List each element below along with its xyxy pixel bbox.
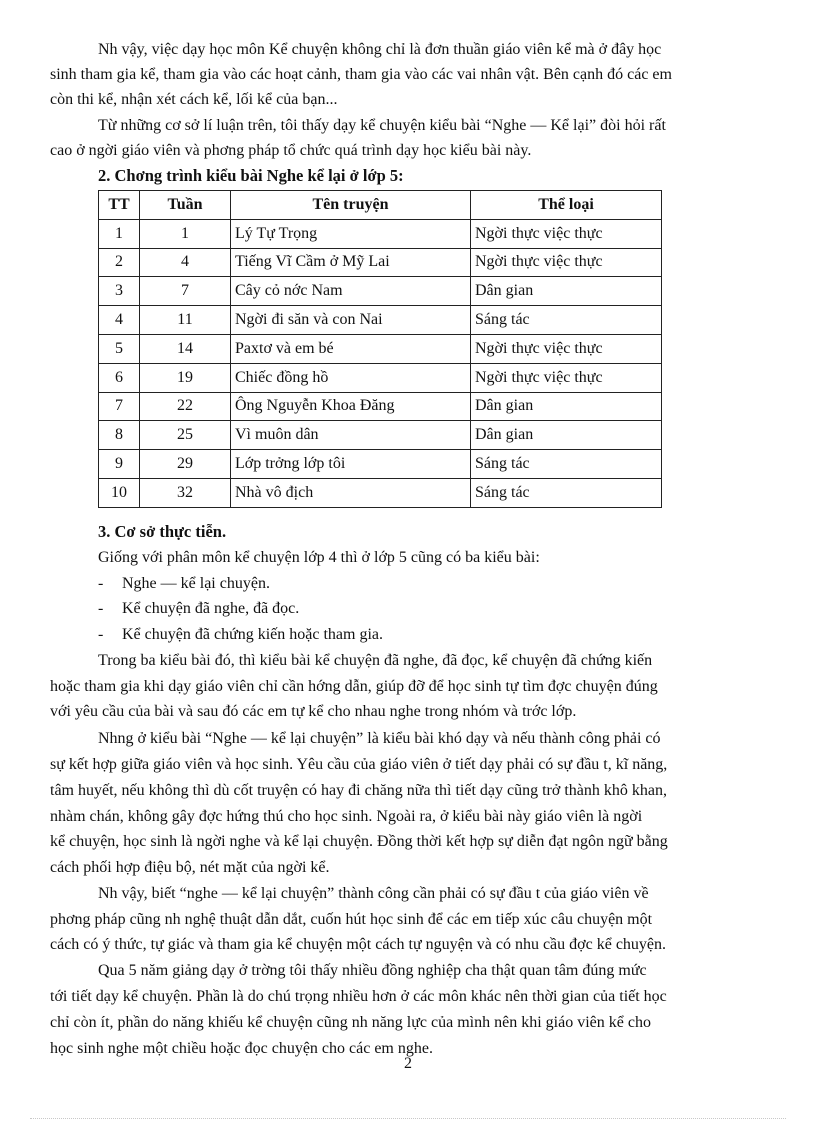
bullet-dash: - [98, 600, 104, 617]
paragraph3-line: với yêu cầu của bài và sau đó các em tự kể cho nhau nghe trong nhóm và trớc lớp. [50, 703, 577, 720]
paragraph4-line: sự kết hợp giữa giáo viên và học sinh. Yêu cầu của giáo viên ở tiết dạy phải có sự đầu t, kĩ năng, [50, 756, 668, 773]
paragraph4-line: nhàm chán, không gây đợc hứng thú cho học sinh. Ngoài ra, ở kiểu bài này giáo viên là ngời [50, 808, 643, 825]
table-row [99, 248, 662, 277]
paragraph3-line: Trong ba kiểu bài đó, thì kiểu bài kể chuyện đã nghe, đã đọc, kể chuyện đã chứng kiến [98, 652, 653, 669]
paragraph6-line: tới tiết dạy kể chuyện. Phần là do chú trọng nhiều hơn ở các môn khác nên thời gian của tiết học [50, 988, 667, 1005]
bullet-text: Kể chuyện đã chứng kiến hoặc tham gia. [122, 626, 384, 643]
paragraph5-line: cách có ý thức, tự giác và tham gia kể chuyện một cách tự nguyện và có nhu cầu đợc kể chuyện. [50, 936, 667, 953]
footer-divider [30, 1118, 786, 1119]
cell-ten-truyen: Vì muôn dân [231, 421, 471, 450]
cell-tuan: 14 [140, 334, 231, 363]
cell-ten-truyen: Ngời đi săn và con Nai [231, 306, 471, 335]
table-row [99, 334, 662, 363]
table-row [99, 421, 662, 450]
cell-tt: 7 [99, 392, 140, 421]
table-header-row [99, 191, 662, 220]
section3-heading: 3. Cơ sở thực tiễn. [98, 522, 227, 541]
table-row [99, 219, 662, 248]
page-number: 2 [404, 1055, 412, 1072]
bullet-text: Nghe — kể lại chuyện. [122, 575, 270, 592]
table-row [99, 277, 662, 306]
paragraph4-line: Nhng ở kiểu bài “Nghe — kể lại chuyện” là kiểu bài khó dạy và nếu thành công phải có [98, 730, 661, 747]
header-the-loai: Thể loại [471, 191, 662, 220]
bullet-item [98, 572, 816, 596]
bullet-dash: - [98, 575, 104, 592]
cell-tt: 6 [99, 363, 140, 392]
cell-ten-truyen: Nhà vô địch [231, 478, 471, 507]
cell-tt: 8 [99, 421, 140, 450]
table-row [99, 478, 662, 507]
header-ten-truyen: Tên truyện [231, 191, 471, 220]
paragraph1-line: Nh vậy, việc dạy học môn Kể chuyện không chỉ là đơn thuần giáo viên kể mà ở đây học [98, 41, 662, 58]
paragraph1-line: còn thi kể, nhận xét cách kể, lối kể của bạn... [50, 91, 338, 108]
table-row [99, 363, 662, 392]
cell-the-loai: Sáng tác [471, 450, 662, 479]
cell-tuan: 25 [140, 421, 231, 450]
paragraph5-line: phơng pháp cũng nh nghệ thuật dẫn dắt, cuốn hút học sinh để các em tiếp xúc câu chuyện một [50, 911, 653, 928]
stories-table [98, 190, 662, 508]
table-row [99, 392, 662, 421]
cell-ten-truyen: Chiếc đồng hồ [231, 363, 471, 392]
cell-tuan: 1 [140, 219, 231, 248]
table-row [99, 450, 662, 479]
cell-the-loai: Dân gian [471, 277, 662, 306]
paragraph2-line: Từ những cơ sở lí luận trên, tôi thấy dạy kể chuyện kiểu bài “Nghe — Kể lại” đòi hỏi rất [98, 117, 666, 134]
cell-the-loai: Ngời thực việc thực [471, 334, 662, 363]
cell-tuan: 32 [140, 478, 231, 507]
table-row [99, 306, 662, 335]
cell-tuan: 7 [140, 277, 231, 306]
cell-tt: 3 [99, 277, 140, 306]
header-tuan: Tuần [140, 191, 231, 220]
bullet-dash: - [98, 626, 104, 643]
cell-ten-truyen: Lớp trởng lớp tôi [231, 450, 471, 479]
bullet-text: Kể chuyện đã nghe, đã đọc. [122, 600, 300, 617]
cell-the-loai: Ngời thực việc thực [471, 219, 662, 248]
paragraph4-line: cách phối hợp điệu bộ, nét mặt của ngời kể. [50, 859, 330, 876]
cell-ten-truyen: Paxtơ và em bé [231, 334, 471, 363]
bullet-item [98, 597, 816, 621]
paragraph1-line: sinh tham gia kể, tham gia vào các hoạt cảnh, tham gia vào các vai nhân vật. Bên cạnh đó các em [50, 66, 672, 83]
paragraph4-line: tâm huyết, nếu không thì dù cốt truyện có hay đi chăng nữa thì tiết dạy cũng trở thành khô khan, [50, 782, 667, 799]
paragraph6-line: Qua 5 năm giảng dạy ở trờng tôi thấy nhiều đồng nghiệp cha thật quan tâm đúng mức [98, 962, 647, 979]
cell-ten-truyen: Cây cỏ nớc Nam [231, 277, 471, 306]
header-tt: TT [99, 191, 140, 220]
bullet-item [98, 623, 816, 647]
cell-ten-truyen: Ông Nguyễn Khoa Đăng [231, 392, 471, 421]
cell-tt: 10 [99, 478, 140, 507]
paragraph5-line: Nh vậy, biết “nghe — kể lại chuyện” thành công cần phải có sự đầu t của giáo viên về [98, 885, 649, 902]
paragraph6-line: chỉ còn ít, phần do năng khiếu kể chuyện cũng nh năng lực của mình nên khi giáo viên kể cho [50, 1014, 651, 1031]
cell-tuan: 4 [140, 248, 231, 277]
paragraph4-line: kể chuyện, học sinh là ngời nghe và kể lại chuyện. Đồng thời kết hợp sự diễn đạt ngôn ngữ bằng [50, 833, 668, 850]
cell-the-loai: Sáng tác [471, 478, 662, 507]
cell-the-loai: Dân gian [471, 421, 662, 450]
section3-intro: Giống với phân môn kể chuyện lớp 4 thì ở lớp 5 cũng có ba kiểu bài: [98, 549, 540, 566]
cell-the-loai: Ngời thực việc thực [471, 363, 662, 392]
cell-the-loai: Ngời thực việc thực [471, 248, 662, 277]
cell-tuan: 22 [140, 392, 231, 421]
cell-tt: 9 [99, 450, 140, 479]
cell-the-loai: Dân gian [471, 392, 662, 421]
cell-tt: 2 [99, 248, 140, 277]
cell-tuan: 11 [140, 306, 231, 335]
cell-tuan: 29 [140, 450, 231, 479]
cell-tt: 4 [99, 306, 140, 335]
cell-tuan: 19 [140, 363, 231, 392]
cell-tt: 1 [99, 219, 140, 248]
cell-the-loai: Sáng tác [471, 306, 662, 335]
paragraph2-line: cao ở ngời giáo viên và phơng pháp tổ chức quá trình dạy học kiểu bài này. [50, 142, 532, 159]
cell-tt: 5 [99, 334, 140, 363]
section2-heading: 2. Chơng trình kiểu bài Nghe kể lại ở lớp 5: [98, 166, 404, 185]
cell-ten-truyen: Lý Tự Trọng [231, 219, 471, 248]
paragraph6-line: học sinh nghe một chiều hoặc đọc chuyện cho các em nghe. [50, 1040, 433, 1057]
paragraph3-line: hoặc tham gia khi dạy giáo viên chỉ cần hớng dẫn, giúp đỡ để học sinh tự tìm đợc chuyện đúng [50, 678, 658, 695]
cell-ten-truyen: Tiếng Vĩ Cầm ở Mỹ Lai [231, 248, 471, 277]
